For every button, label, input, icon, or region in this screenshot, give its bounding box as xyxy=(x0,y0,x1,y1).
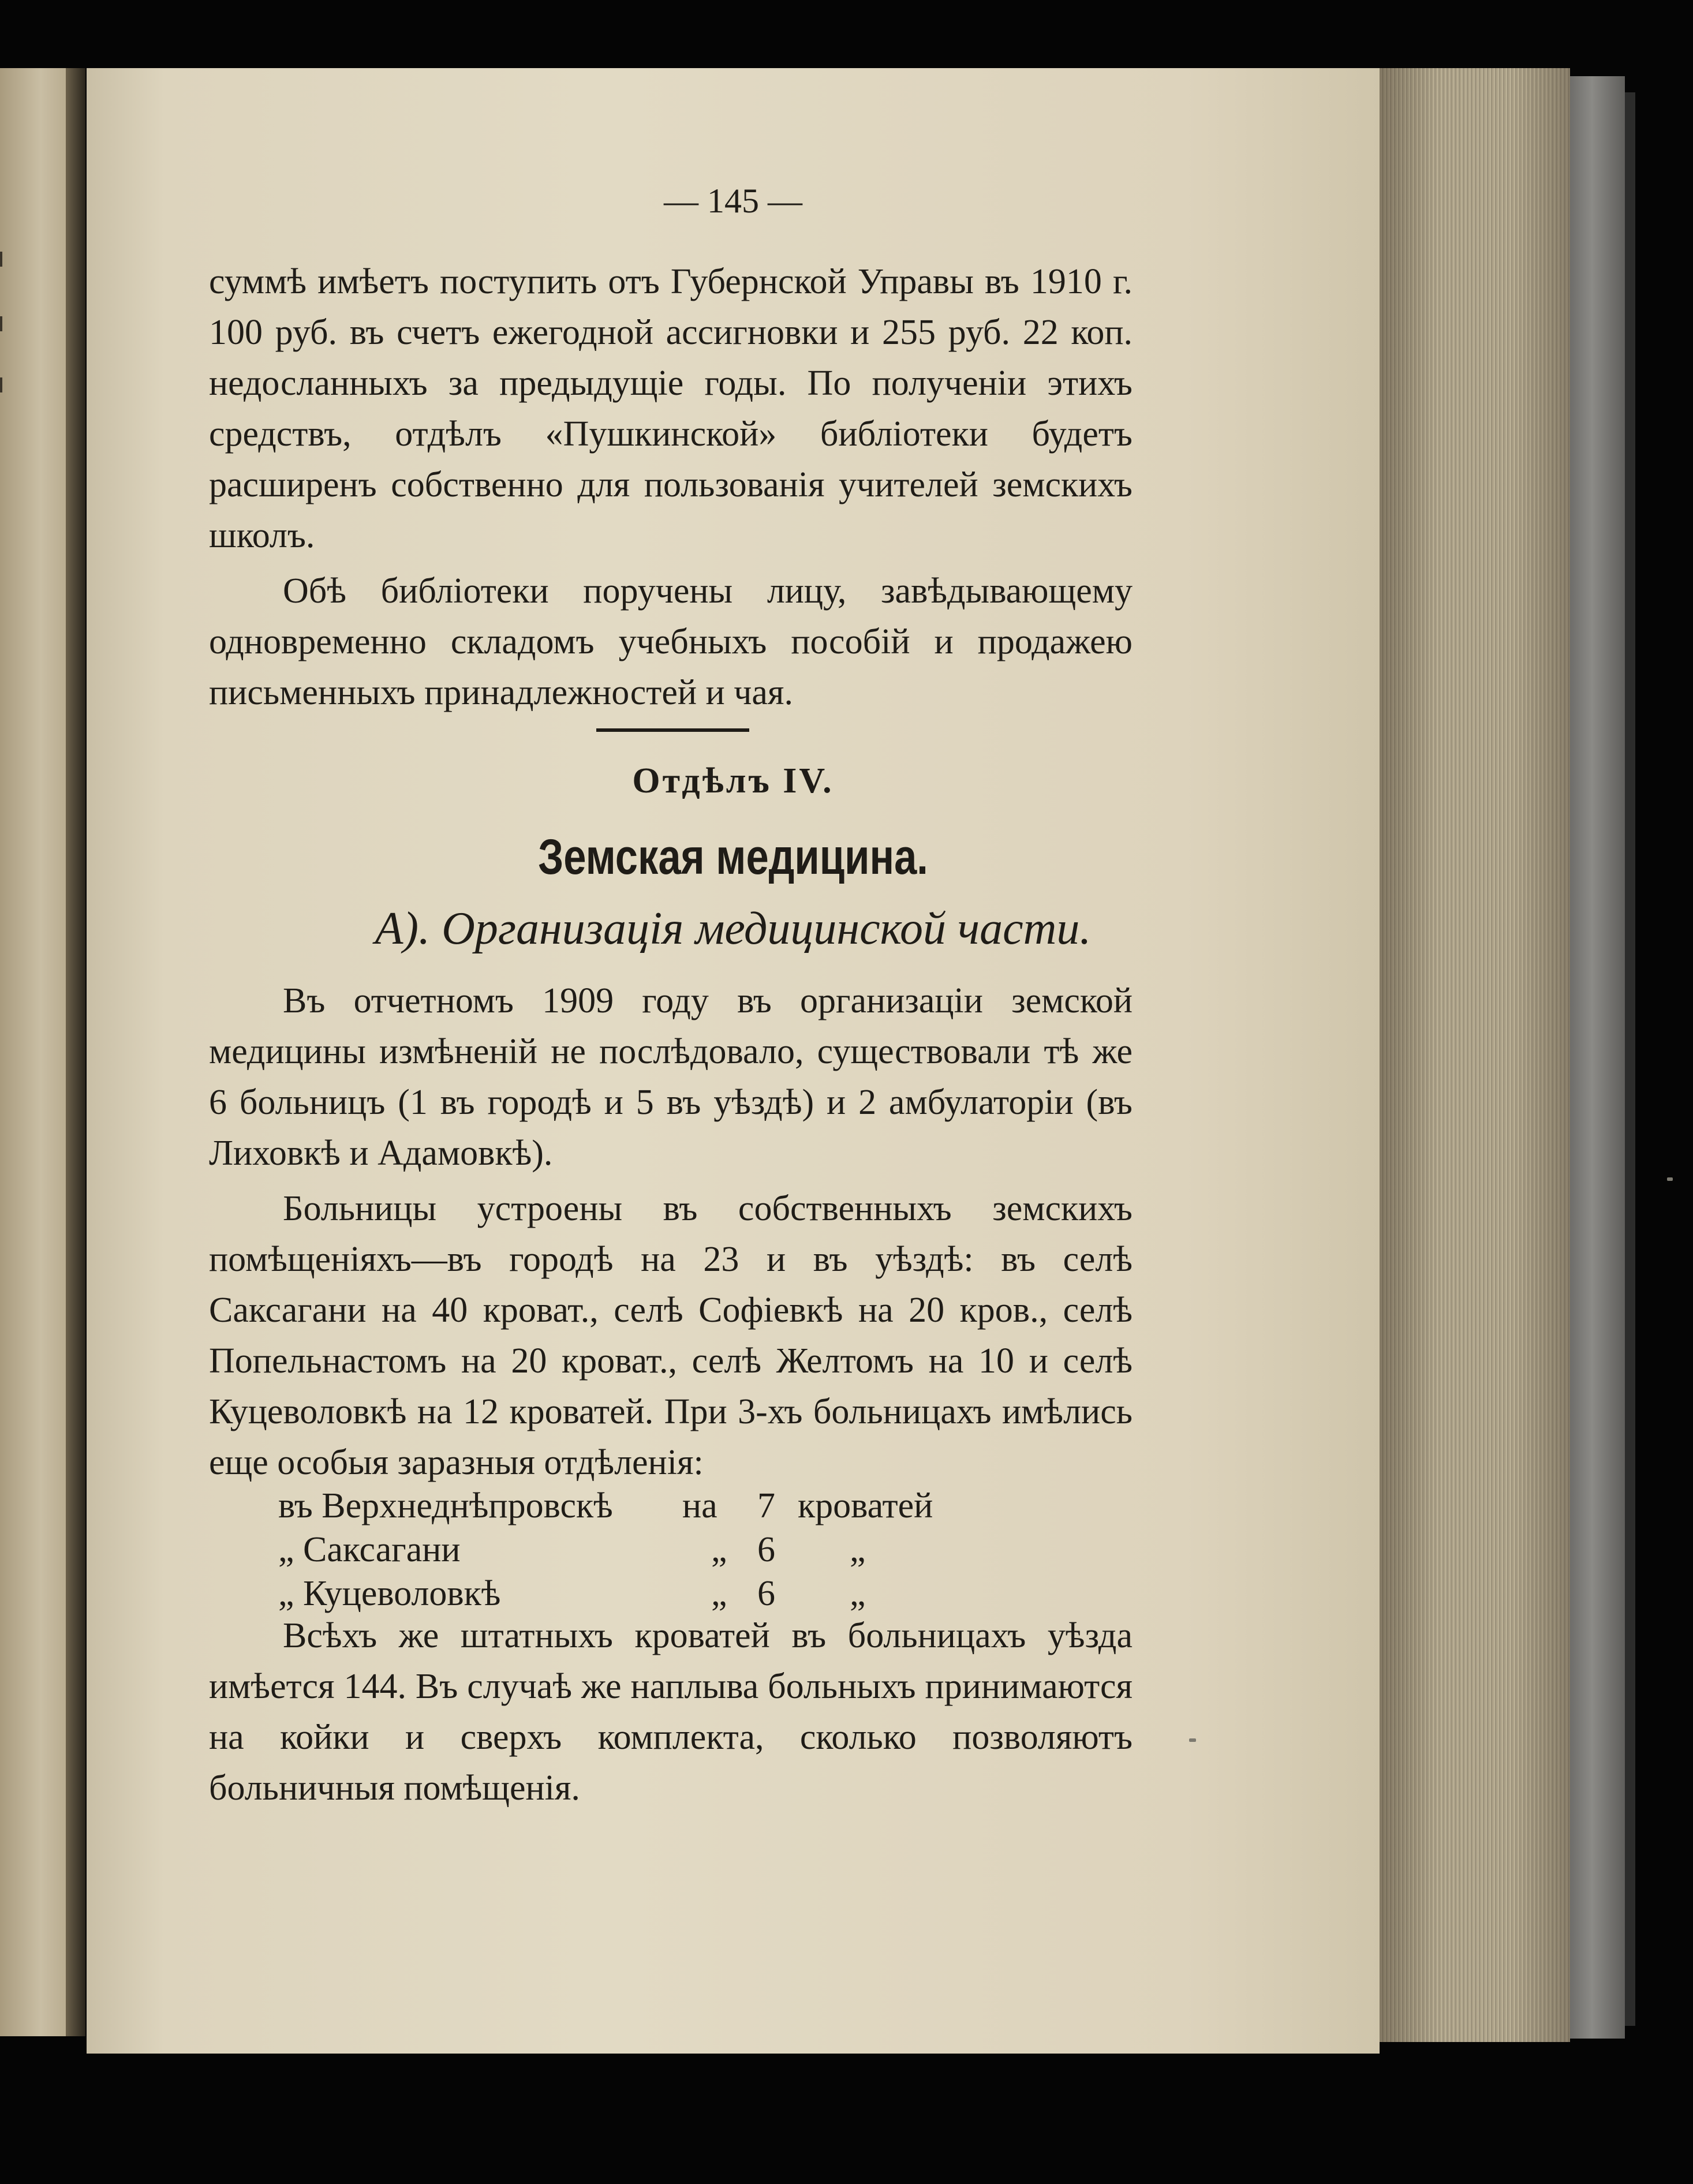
section-subtitle: А). Организація медицинской части. xyxy=(375,903,1092,954)
ward-place: „ Саксагани xyxy=(278,1530,461,1569)
paragraph: суммѣ имѣетъ поступить отъ Губернской Управы въ 1910 г. 100 руб. въ счетъ ежегодной ассигновки и 255 руб. 22 коп. недосланныхъ за предыдущіе годы. По полученіи этихъ средствъ, отдѣлъ «Пушкинской» библіотеки будетъ расширенъ собственно для пользованія учителей земскихъ школъ. xyxy=(209,262,1133,555)
margin-mark xyxy=(0,316,2,331)
book-cover-edge xyxy=(1625,92,1635,2026)
speck xyxy=(1189,1738,1196,1742)
ward-count: 7 xyxy=(757,1486,775,1525)
section-title: Земская медицина. xyxy=(538,829,928,885)
ward-place: въ Верхнеднѣпровскѣ xyxy=(278,1486,613,1525)
ward-na: „ xyxy=(711,1574,727,1613)
margin-mark xyxy=(0,377,2,392)
ward-place: „ Куцеволовкѣ xyxy=(278,1574,501,1613)
final-text-block xyxy=(209,1610,1133,1813)
ward-count: 6 xyxy=(757,1574,775,1613)
speck xyxy=(1667,1177,1673,1181)
ward-na: „ xyxy=(711,1530,727,1569)
book-gutter xyxy=(66,68,85,2036)
margin-mark xyxy=(0,252,2,267)
top-text-block xyxy=(209,256,1133,718)
section-divider xyxy=(596,728,749,732)
section-heading: Отдѣлъ IV. xyxy=(632,761,834,801)
left-page-edge xyxy=(0,68,74,2036)
page-number: — 145 — xyxy=(664,182,802,220)
ward-count: 6 xyxy=(757,1530,775,1569)
ward-na: на xyxy=(682,1486,717,1525)
paragraph: Обѣ библіотеки поручены лицу, завѣдывающему одновременно складомъ учебныхъ пособій и продажею письменныхъ принадлежностей и чая. xyxy=(209,571,1133,712)
page-stack-edges xyxy=(1380,68,1570,2042)
paragraph: Въ отчетномъ 1909 году въ организаціи земской медицины измѣненій не послѣдовало, существовали тѣ же 6 больницъ (1 въ городѣ и 5 въ уѣздѣ) и 2 амбулаторіи (въ Лиховкѣ и Адамовкѣ). xyxy=(209,981,1133,1173)
ward-unit: „ xyxy=(850,1574,866,1613)
main-text-block xyxy=(209,975,1133,1488)
ward-unit: кроватей xyxy=(798,1486,933,1525)
paragraph: Всѣхъ же штатныхъ кроватей въ больницахъ уѣзда имѣется 144. Въ случаѣ же наплыва больныхъ принимаются на койки и сверхъ комплекта, сколько позволяютъ больничныя помѣщенія. xyxy=(209,1616,1133,1808)
paragraph: Больницы устроены въ собственныхъ земскихъ помѣщеніяхъ—въ городѣ на 23 и въ уѣздѣ: въ селѣ Саксагани на 40 кроват., селѣ Софіевкѣ на 20 кров., селѣ Попельнастомъ на 20 кроват., селѣ Желтомъ на 10 и селѣ Куцеволовкѣ на 12 кроватей. При 3-хъ больницахъ имѣлись еще особыя заразныя отдѣленія: xyxy=(209,1189,1133,1482)
book-cover xyxy=(1570,76,1625,2039)
ward-unit: „ xyxy=(850,1530,866,1569)
